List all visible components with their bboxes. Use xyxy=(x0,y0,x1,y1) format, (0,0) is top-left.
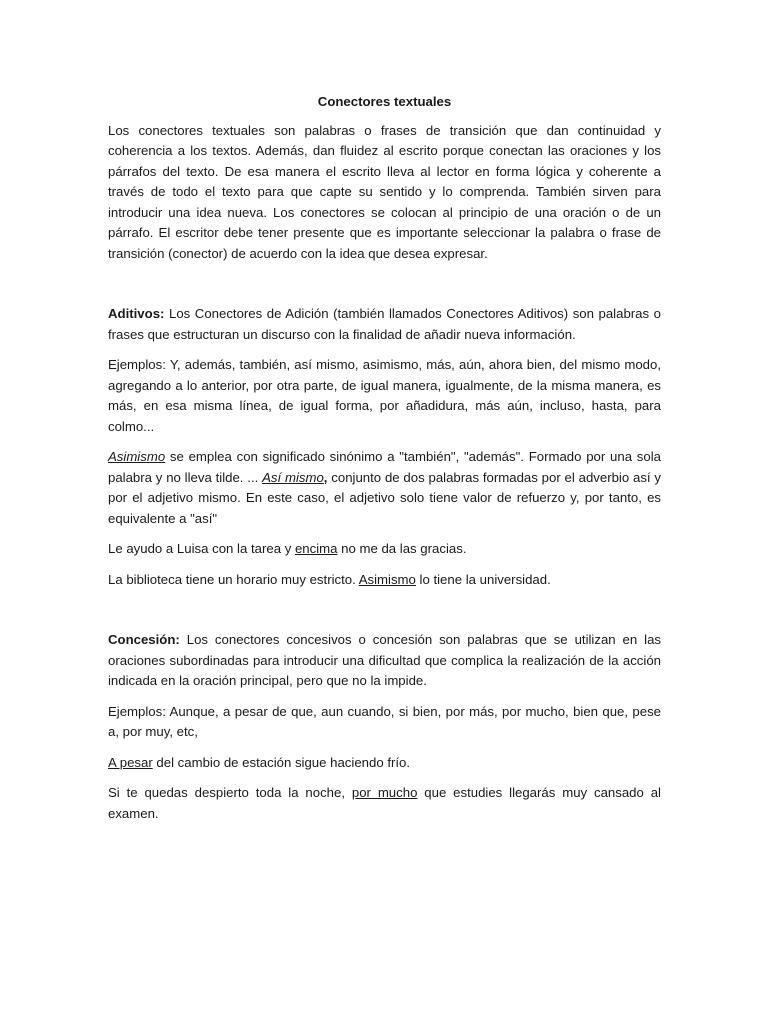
section-spacer xyxy=(108,274,661,304)
example-text: lo tiene la universidad. xyxy=(415,571,551,587)
aditivos-examples: Ejemplos: Y, además, también, así mismo, asimismo, más, aún, ahora bien, del mismo modo, agregando a lo anterior, por otra parte, de igual manera, igualmente, de la misma manera, es más, en esa misma línea, de igual forma, por añadidura, más aún, incluso, hasta, para colmo... xyxy=(108,357,661,434)
aditivos-definition xyxy=(108,304,661,345)
concesion-examples: Ejemplos: Aunque, a pesar de que, aun cuando, si bien, por más, por mucho, bien que, pese a, por muy, etc, xyxy=(108,703,661,739)
example-text: no me da las gracias. xyxy=(337,541,467,556)
concesion-definition-text: Los conectores concesivos o concesión son palabras que se utilizan en las oraciones subordinadas para introducir una dificultad que complica la realización de la acción indicada en la oración principal, pero que no la impide. xyxy=(108,632,661,688)
example-text: La biblioteca tiene un horario muy estricto. xyxy=(108,571,359,587)
concesion-example-1 xyxy=(108,753,661,774)
intro-paragraph: Los conectores textuales son palabras o frases de transición que dan continuidad y coherencia a los textos. Además, dan fluidez al escrito porque conectan las oraciones y los párrafos del texto. De esa manera el escrito lleva al lector en forma lógica y coherente a través de todo el texto para que capte su sentido y lo comprenda. También sirven para introducir una idea nueva. Los conectores se colocan al principio de una oración o de un párrafo. El escritor debe tener presente que es importante seleccionar la palabra o frase de transición (conector) de acuerdo con la idea que desea expresar. xyxy=(108,122,661,261)
example-text: del cambio de estación sigue haciendo frío. xyxy=(152,754,411,770)
aditivos-example-1 xyxy=(108,539,661,560)
example-text: Le ayudo a Luisa con la tarea y xyxy=(108,541,295,556)
example-term: Asimismo xyxy=(358,571,416,587)
note-text-2: conjunto de dos palabras formadas por el adverbio así y por el adjetivo mismo. En este caso, el adjetivo solo tiene valor de refuerzo y, por tanto, es equivalente a "así" xyxy=(108,469,662,526)
concesion-example-2 xyxy=(108,783,661,824)
document-title: Conectores textuales xyxy=(317,94,452,109)
example-term: por mucho xyxy=(351,785,418,800)
term-asimismo: Asimismo xyxy=(108,449,166,464)
concesion-definition xyxy=(108,630,661,692)
aditivos-example-2 xyxy=(108,570,661,591)
example-text: Si te quedas despierto toda la noche, xyxy=(108,785,352,800)
example-term: A pesar xyxy=(108,754,153,770)
aditivos-note xyxy=(108,447,661,529)
document-body xyxy=(108,92,661,834)
section-spacer xyxy=(108,600,661,630)
aditivos-definition-text: Los Conectores de Adición (también llamados Conectores Aditivos) son palabras o frases que estructuran un discurso con la finalidad de añadir nueva información. xyxy=(108,306,661,342)
note-comma: , xyxy=(323,469,328,485)
aditivos-heading: Aditivos: xyxy=(108,306,165,321)
note-text-1: se emplea con significado sinónimo a "también", "además". Formado por una sola palabra y no lleva tilde. ... xyxy=(108,449,661,485)
concesion-heading: Concesión: xyxy=(108,632,180,647)
example-term: encima xyxy=(294,541,338,556)
term-asi-mismo: Así mismo xyxy=(262,469,324,485)
example-text: que estudies llegarás muy cansado al examen. xyxy=(108,785,661,821)
